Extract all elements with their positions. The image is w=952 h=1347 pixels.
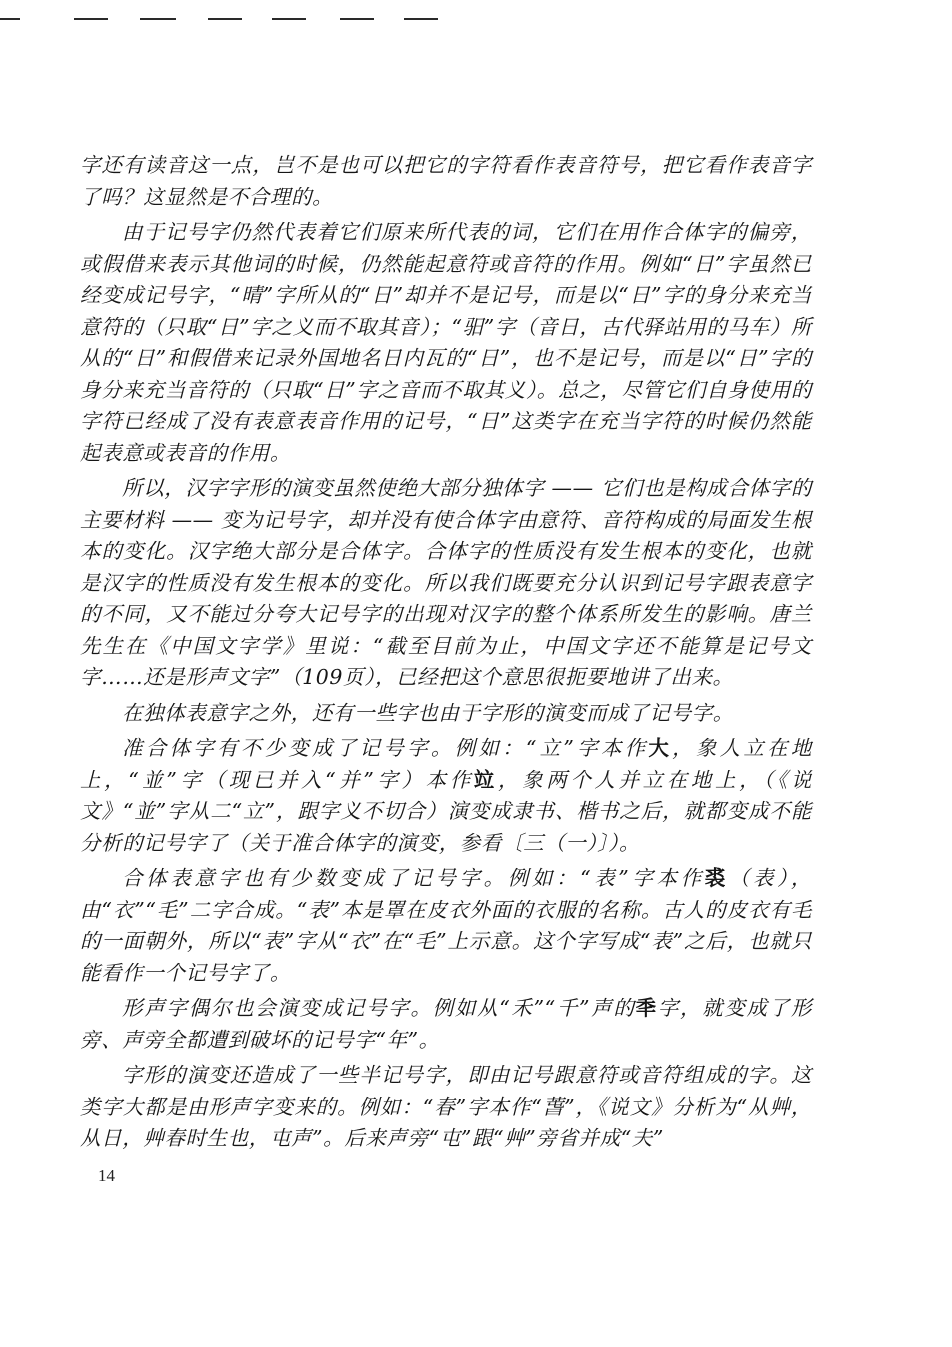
paragraph-text: ，象人立在地上，“並”字（现已并入“并”字）本作 — [80, 736, 812, 792]
paragraph-text: 准合体字有不少变成了记号字。例如：“立”字本作 — [122, 736, 649, 760]
seal-script-glyph: 秊 — [635, 996, 657, 1020]
paragraph-symbol-words: 由于记号字仍然代表着它们原来所代表的词，它们在用作合体字的偏旁，或假借来表示其他词的时候，仍然能起意符或音符的作用。例如“日”字虽然已经变成记号字，“晴”字所从的“日”却并不是记号，而是以“日”字的身分来充当意符的（只取“日”字之义而不取其音）；“驲”字（音日，古代驿站用的马车）所从的“日”和假借来记录外国地名日内瓦的“日”，也不是记号，而是以“日”字的身分来充当音符的（只取“日”字之音而不取其义）。总之，尽管它们自身使用的字符已经成了没有表意表音作用的记号，“日”这类字在充当字符的时候仍然能起表意或表音的作用。 — [80, 220, 812, 465]
paragraph-continuation: 字还有读音这一点，岂不是也可以把它的字符看作表音符号，把它看作表音字了吗？这显然是不合理的。 — [80, 153, 812, 209]
rule-segment — [340, 18, 374, 20]
rule-segment — [272, 18, 306, 20]
rule-segment — [74, 18, 108, 20]
paragraph-independent-chars: 在独体表意字之外，还有一些字也由于字形的演变而成了记号字。 — [122, 700, 734, 725]
paragraph-text: ，象两个人并立在地上，（《说文》“並”字从二“立”，跟字义不切合）演变成隶书、楷书之后，就都变成不能分析的记号字了（关于准合体字的演变，参看〔三（一）〕）。 — [80, 767, 812, 855]
paragraph-text: （表），由“衣”“毛”二字合成。“表”本是罩在皮衣外面的衣服的名称。古人的皮衣有毛的一面朝外，所以“表”字从“衣”在“毛”上示意。这个字写成“表”之后，也就只能看作一个记号字了。 — [80, 866, 812, 985]
seal-script-glyph: 竝 — [473, 767, 495, 792]
rule-segment — [208, 18, 242, 20]
paragraph-phonetic-compound — [80, 993, 812, 1056]
rule-segment — [404, 18, 438, 20]
paragraph-text: 形声字偶尔也会演变成记号字。例如从“禾”“千”声的 — [122, 996, 636, 1020]
paragraph-conclusion: 所以，汉字字形的演变虽然使绝大部分独体字 —— 它们也是构成合体字的主要材料 —— 变为记号字，却并没有使合体字由意符、音符构成的局面发生根本的变化。汉字绝大部分是合体字。合体字的性质没有发生根本的变化，也就是汉字的性质没有发生根本的变化。所以我们既要充分认识到记号字跟表意字的不同，又不能过分夸大记号字的出现对汉字的整个体系所发生的影响。唐兰先生在《中国文字学》里说：“截至目前为止，中国文字还不能算是记号文字……还是形声文字”（109页），已经把这个意思很扼要地讲了出来。 — [80, 476, 812, 689]
paragraph-semi-symbol: 字形的演变还造成了一些半记号字，即由记号跟意符或音符组成的字。这类字大都是由形声字变来的。例如：“春”字本作“萅”，《说文》分析为“从艸，从日，艸春时生也，屯声”。后来声旁“屯”跟“艸”旁省并成“夫” — [80, 1063, 812, 1150]
rule-segment — [0, 18, 20, 20]
seal-script-glyph: 大 — [648, 736, 670, 760]
rule-segment — [140, 18, 176, 20]
paragraph-text: 合体表意字也有少数变成了记号字。例如：“表”字本作 — [122, 866, 705, 890]
seal-script-glyph: 裘 — [704, 866, 726, 890]
paragraph-compound-ideographic — [80, 863, 812, 989]
top-rule-strip — [0, 18, 952, 22]
page-body — [80, 150, 812, 1155]
paragraph-text: 字，就变成了形旁、声旁全都遭到破坏的记号字“年”。 — [80, 996, 812, 1052]
paragraph-quasi-compound — [80, 733, 812, 859]
page-number: 14 — [98, 1166, 115, 1185]
